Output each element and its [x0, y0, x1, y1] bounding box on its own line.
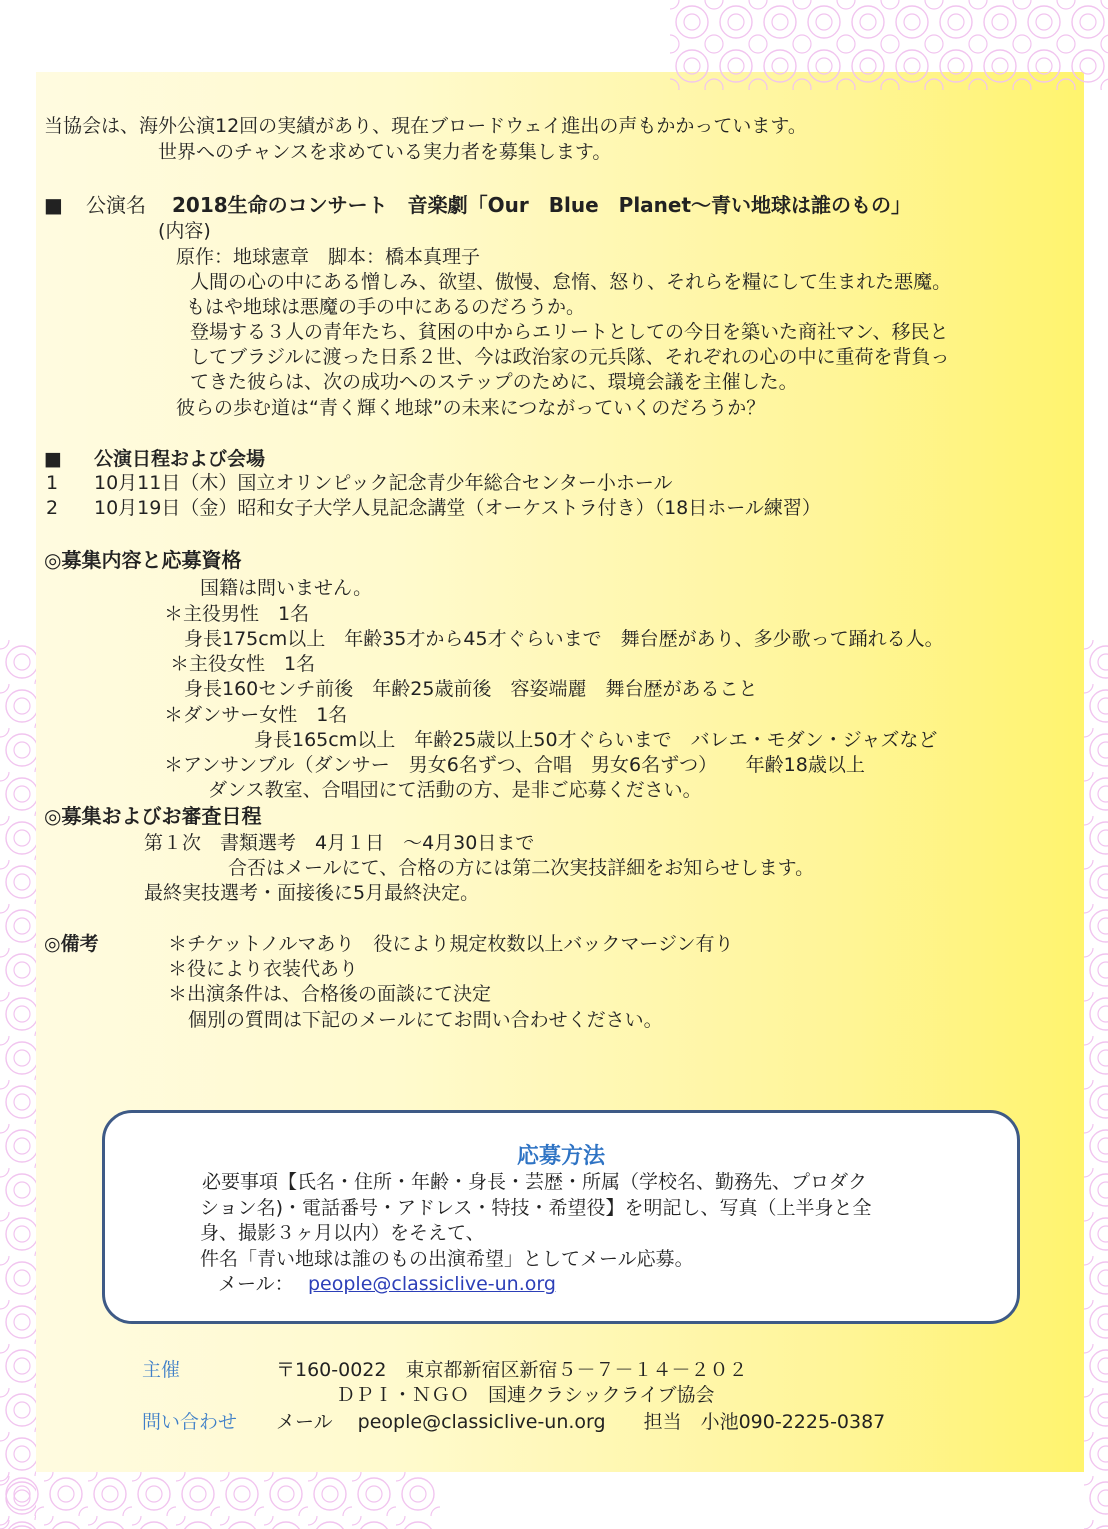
schedule-item-number: 2 — [46, 497, 59, 519]
recruitment-line: 身長175cm以上 年齢35才から45才ぐらいまで 舞台歴があり、多少歌って踊れる人。 — [184, 628, 944, 650]
schedule-item-text: 10月19日（金）昭和女子大学人見記念講堂（オーケストラ付き）（18日ホール練習） — [94, 497, 821, 519]
screening-line: 第１次 書類選考 4月１日 ～4月30日まで — [144, 832, 535, 854]
performance-title: 2018生命のコンサート 音楽劇「Our Blue Planet～青い地球は誰のもの」 — [172, 193, 912, 217]
performance-marker: ■ — [44, 193, 63, 217]
mail-label: メール： — [218, 1273, 294, 1295]
synopsis-line: してブラジルに渡った日系２世、今は政治家の元兵隊、それぞれの心の中に重荷を背負っ — [190, 346, 950, 368]
recruitment-line: ＊アンサンブル（ダンサー 男女6名ずつ、合唱 男女6名ずつ） 年齢18歳以上 — [164, 754, 865, 776]
contact-label: 問い合わせ — [142, 1411, 238, 1433]
recruitment-line: ダンス教室、合唱団にて活動の方、是非ご応募ください。 — [208, 779, 702, 801]
schedule-marker: ■ — [44, 448, 62, 470]
organizer-label: 主催 — [142, 1359, 181, 1381]
notes-line: ＊出演条件は、合格後の面談にて決定 — [168, 983, 492, 1005]
recruitment-line: ＊ダンサー女性 1名 — [164, 704, 348, 726]
recruitment-line: 身長165cm以上 年齢25歳以上50才ぐらいまで バレエ・モダン・ジャズなど — [254, 729, 938, 751]
contact-info: メール people@classiclive-un.org 担当 小池090-2225-0387 — [276, 1411, 886, 1433]
notes-line: ＊役により衣装代あり — [168, 958, 359, 980]
intro-line-1: 当協会は、海外公演12回の実績があり、現在ブロードウェイ進出の声もかかっています。 — [44, 115, 807, 137]
screening-line: 合否はメールにて、合格の方には第二次実技詳細をお知らせします。 — [228, 857, 815, 879]
performance-content-label: (内容) — [158, 220, 211, 242]
notes-line: ＊チケットノルマあり 役により規定枚数以上バックマージン有り — [168, 933, 734, 955]
notes-line: 個別の質問は下記のメールにてお問い合わせください。 — [188, 1009, 663, 1031]
synopsis-line: 彼らの歩む道は“青く輝く地球”の未来につながっていくのだろうか？ — [176, 397, 766, 419]
synopsis-line: てきた彼らは、次の成功へのステップのために、環境会議を主催した。 — [190, 371, 798, 393]
email-link[interactable]: people@classiclive-un.org — [308, 1273, 556, 1295]
notes-heading: ◎備考 — [44, 933, 99, 955]
synopsis-line: 人間の心の中にある憎しみ、欲望、傲慢、怠惰、怒り、それらを糧にして生まれた悪魔。 — [190, 271, 952, 293]
recruitment-line: ＊主役女性 1名 — [170, 653, 316, 675]
intro-line-2: 世界へのチャンスを求めている実力者を募集します。 — [158, 141, 612, 163]
lace-pattern-right — [1084, 640, 1108, 1529]
lace-pattern-left — [0, 640, 36, 1529]
application-line: 件名「青い地球は誰のもの出演希望」としてメール応募。 — [200, 1248, 694, 1270]
schedule-item-number: 1 — [46, 472, 59, 494]
synopsis-line: もはや地球は悪魔の手の中にあるのだろうか。 — [186, 296, 586, 318]
screening-heading: ◎募集およびお審査日程 — [44, 804, 262, 828]
recruitment-heading: ◎募集内容と応募資格 — [44, 548, 242, 572]
recruitment-line: ＊主役男性 1名 — [164, 603, 310, 625]
synopsis-line: 登場する３人の青年たち、貧困の中からエリートとしての今日を築いた商社マン、移民と — [190, 321, 949, 343]
recruitment-nationality: 国籍は問いません。 — [200, 577, 373, 599]
performance-credits: 原作：地球憲章 脚本：橋本真理子 — [176, 246, 481, 268]
organizer-name: ＤＰＩ・ＮＧＯ 国連クラシックライブ協会 — [336, 1384, 715, 1406]
recruitment-line: 身長160センチ前後 年齢25歳前後 容姿端麗 舞台歴があること — [184, 678, 758, 700]
schedule-heading: 公演日程および会場 — [94, 448, 266, 470]
schedule-item-text: 10月11日（木）国立オリンピック記念青少年総合センター小ホール — [94, 472, 673, 494]
lace-pattern-bottom — [0, 1472, 440, 1529]
application-title: 応募方法 — [516, 1144, 605, 1169]
application-line: ション名)・電話番号・アドレス・特技・希望役】を明記し、写真（上半身と全 — [200, 1197, 872, 1219]
organizer-address: 〒160-0022 東京都新宿区新宿５－７－１４－２０２ — [276, 1359, 748, 1381]
application-line: 身、撮影３ヶ月以内）をそえて、 — [200, 1222, 485, 1244]
performance-label: 公演名 — [86, 193, 146, 217]
screening-line: 最終実技選考・面接後に5月最終決定。 — [144, 882, 480, 904]
application-line: 必要事項【氏名・住所・年齢・身長・芸歴・所属（学校名、勤務先、プロダク — [202, 1171, 868, 1193]
